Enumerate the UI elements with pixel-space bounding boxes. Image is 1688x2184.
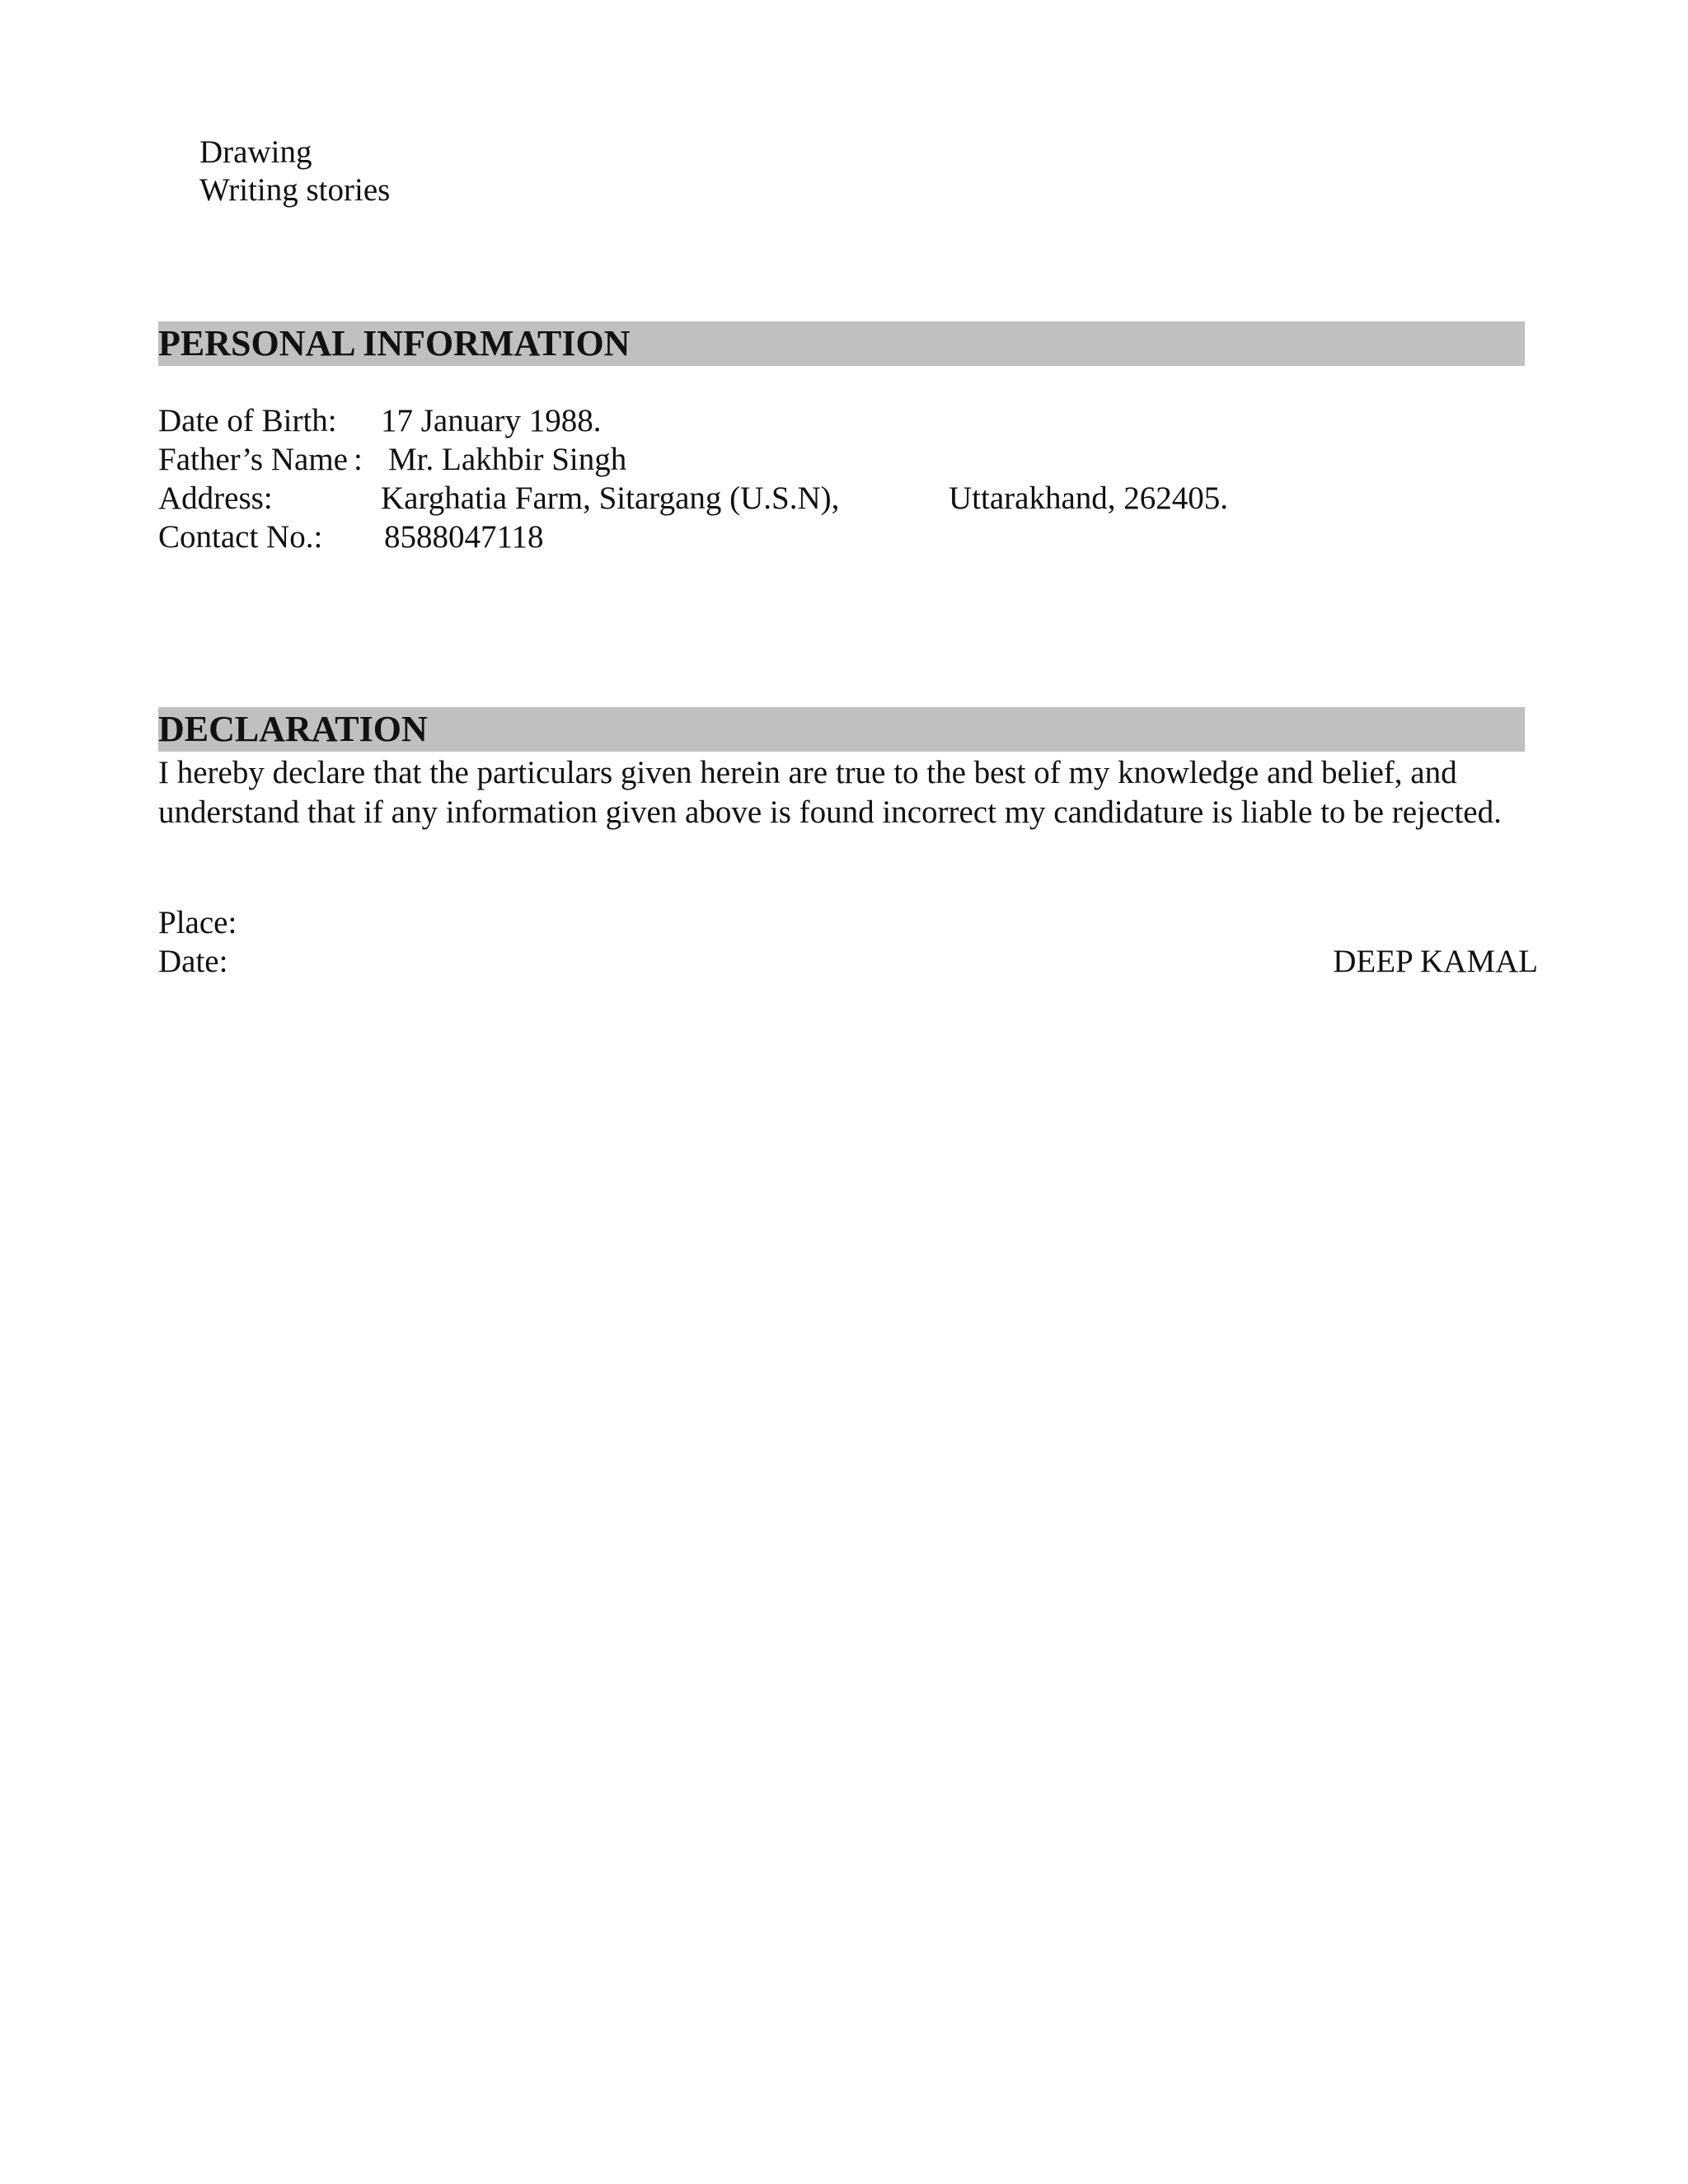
declaration-heading: DECLARATION	[158, 709, 428, 749]
dob-value: 17 January 1988.	[381, 403, 602, 438]
father-name-value: Mr. Lakhbir Singh	[388, 442, 627, 477]
personal-information-heading: PERSONAL INFORMATION	[158, 323, 631, 363]
declaration-text: I hereby declare that the particulars given herein are true to the best of my knowledge and belief, and understand that if any information given above is found incorrect my candidature is liable to be rejected.	[158, 755, 1502, 830]
date-label: Date:	[158, 944, 228, 979]
signature-name: DEEP KAMAL	[1333, 944, 1538, 979]
father-name-colon: :	[354, 442, 363, 477]
dob-label: Date of Birth:	[158, 403, 337, 438]
address-value: Karghatia Farm, Sitargang (U.S.N),	[381, 480, 840, 516]
contact-value: 8588047118	[384, 519, 544, 555]
hobby-item: Writing stories	[199, 172, 391, 208]
contact-label: Contact No.:	[158, 519, 323, 555]
hobby-list	[199, 134, 390, 209]
father-name-label: Father’s Name	[158, 442, 348, 477]
hobby-item: Drawing	[199, 134, 312, 170]
address-state-value: Uttarakhand, 262405.	[949, 480, 1229, 516]
address-label: Address:	[158, 480, 273, 516]
place-label: Place:	[158, 905, 237, 940]
